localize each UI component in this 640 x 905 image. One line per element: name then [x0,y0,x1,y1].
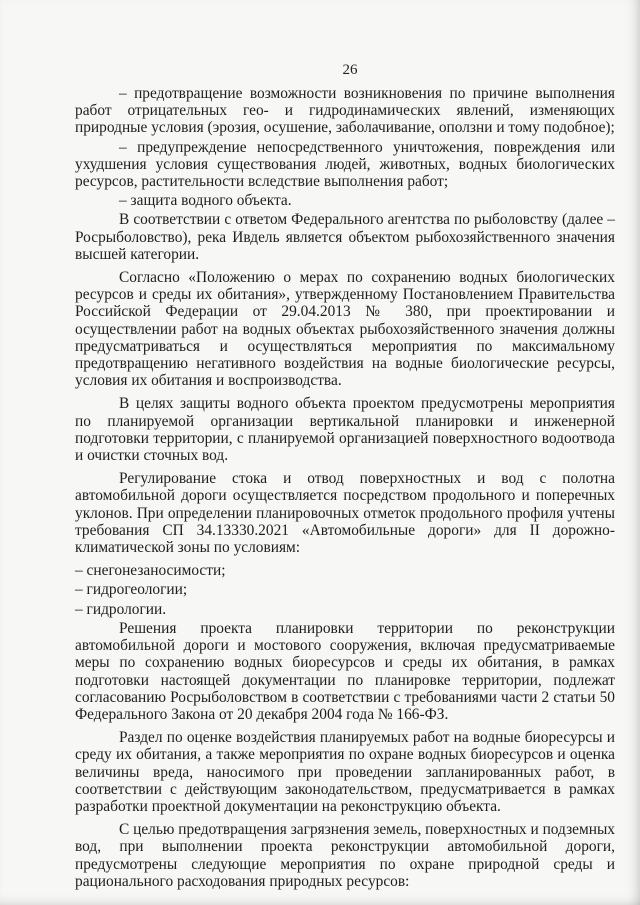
list-item: – снегонезаносимости; [75,562,226,580]
list-item: – предотвращение возможности возникновения по причине выполнения работ отрицательных гео- и гидродинамических явлений, изменяющих природные условия (эрозия, осушение, заболачивание, оползни и тому подобное); [75,85,615,137]
list-item: – предупреждение непосредственного уничтожения, повреждения или ухудшения условия существования людей, животных, водных биологических ресурсов, растительности вследствие выполнения работ; [75,138,615,191]
paragraph: Раздел по оценке воздействия планируемых работ на водные биоресурсы и среду их обитания, а также мероприятия по охране водных биоресурсов и оценка величины вреда, наносимого при проведении запланированных работ, в соответствии с действующим законодательством, предусматривается в рамках разработки проектной документации на реконструкцию объекта. [75,729,615,815]
list-item: – защита водного объекта. [119,192,292,210]
document-body [75,85,615,896]
paragraph: Решения проекта планировки территории по реконструкции автомобильной дороги и мостового сооружения, включая предусматриваемые меры по сохранению водных биоресурсов и среды их обитания, в рамках подготовки настоящей документации по планировке территории, подлежат согласованию Росрыболовством в соответствии с требованиями части 2 статьи 50 Федерального Закона от 20 декабря 2004 года № 166-ФЗ. [75,619,615,723]
page-number: 26 [342,62,358,78]
paragraph: Регулирование стока и отвод поверхностных и вод с полотна автомобильной дороги осуществляется посредством продольного и поперечных уклонов. При определении планировочных отметок продольного профиля учтены требования СП 34.13330.2021 «Автомобильные дороги» для II дорожно-климатической зоны по условиям: [75,470,615,557]
list-item: – гидрологии. [75,600,167,618]
paragraph: С целью предотвращения загрязнения земель, поверхностных и подземных вод, при выполнении проекта реконструкции автомобильной дороги, предусмотрены следующие мероприятия по охране природной среды и рационального расходования природных ресурсов: [75,821,615,890]
paragraph: Согласно «Положению о мерах по сохранению водных биологических ресурсов и среды их обитания», утвержденному Постановлением Правительства Российской Федерации от 29.04.2013 № 380, при проектировании и осуществлении работ на водных объектах рыбохозяйственного значения должны предусматриваться и осуществляться мероприятия по максимальному предотвращению негативного воздействия на водные биологические ресурсы, условия их обитания и воспроизводства. [75,269,615,390]
list-item: – гидрогеологии; [75,581,188,599]
paragraph: В целях защиты водного объекта проектом предусмотрены мероприятия по планируемой организации вертикальной планировки и инженерной подготовки территории, с планируемой организацией поверхностного водоотвода и очистки сточных вод. [75,395,615,465]
paragraph: В соответствии с ответом Федерального агентства по рыболовству (далее – Росрыболовство), река Ивдель является объектом рыбохозяйственного значения высшей категории. [75,211,615,263]
